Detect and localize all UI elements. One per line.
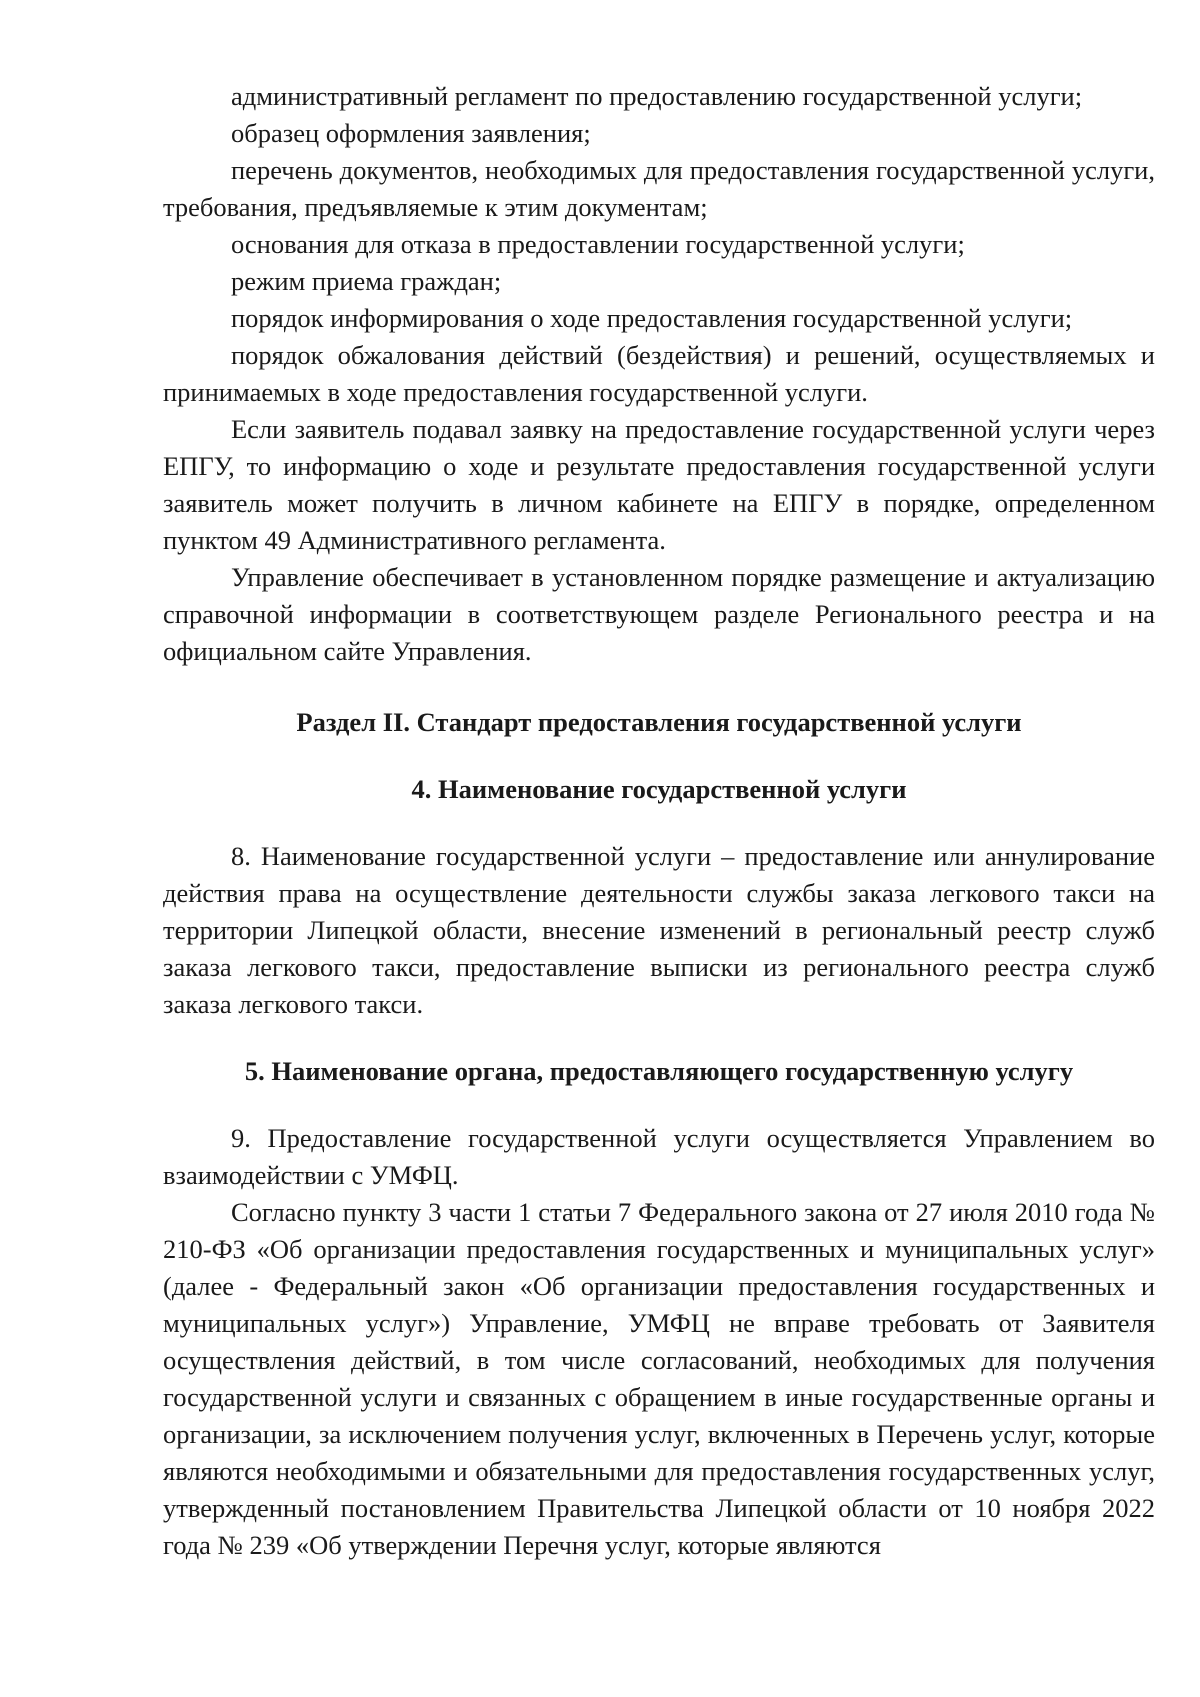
list-item-reception-hours: режим приема граждан; <box>231 266 502 296</box>
spacer <box>163 670 1155 704</box>
paragraph-management: Управление обеспечивает в установленном порядке размещение и актуализацию справочной информации в соответствующем разделе Регионального реестра и на официальном сайте Управления. <box>163 562 1155 666</box>
document-body <box>163 78 1155 1564</box>
list-item-progress-informing: порядок информирования о ходе предоставления государственной услуги; <box>231 303 1073 333</box>
paragraph-epgu: Если заявитель подавал заявку на предоставление государственной услуги через ЕПГУ, то информацию о ходе и результате предоставления государственной услуги заявитель может получить в личном кабинете на ЕПГУ в порядке, определенном пунктом 49 Административного регламента. <box>163 414 1155 555</box>
paragraph-law: Согласно пункту 3 части 1 статьи 7 Федерального закона от 27 июля 2010 года № 210-ФЗ «Об организации предоставления государственных и муниципальных услуг» (далее - Федеральный закон «Об организации предоставления государственных и муниципальных услуг») Управление, УМФЦ не вправе требовать от Заявителя осуществления действий, в том числе согласований, необходимых для получения государственной услуги и связанных с обращением в иные государственные органы и организации, за исключением получения услуг, включенных в Перечень услуг, которые являются необходимыми и обязательными для предоставления государственных услуг, утвержденный постановлением Правительства Липецкой области от 10 ноября 2022 года № 239 «Об утверждении Перечня услуг, которые являются <box>163 1197 1155 1560</box>
spacer <box>163 808 1155 838</box>
list-item-refusal-grounds: основания для отказа в предоставлении государственной услуги; <box>231 229 965 259</box>
spacer <box>163 1090 1155 1120</box>
list-item-appeal-procedure: порядок обжалования действий (бездействия) и решений, осуществляемых и принимаемых в ходе предоставления государственной услуги. <box>163 340 1155 407</box>
paragraph-8: 8. Наименование государственной услуги – предоставление или аннулирование действия права на осуществление деятельности службы заказа легкового такси на территории Липецкой области, внесение изменений в региональный реестр служб заказа легкового такси, предоставление выписки из регионального реестра служб заказа легкового такси. <box>163 841 1155 1019</box>
section-title: Раздел II. Стандарт предоставления государственной услуги <box>296 707 1022 737</box>
spacer <box>163 741 1155 771</box>
list-item-regulation: административный регламент по предоставлению государственной услуги; <box>231 81 1083 111</box>
list-item-application-sample: образец оформления заявления; <box>231 118 591 148</box>
subsection-4-title: 4. Наименование государственной услуги <box>411 774 907 804</box>
subsection-5-title: 5. Наименование органа, предоставляющего государственную услугу <box>244 1056 1074 1086</box>
list-item-documents-list: перечень документов, необходимых для предоставления государственной услуги, требования, предъявляемые к этим документам; <box>163 155 1155 222</box>
spacer <box>163 1023 1155 1053</box>
paragraph-9: 9. Предоставление государственной услуги осуществляется Управлением во взаимодействии с УМФЦ. <box>163 1123 1155 1190</box>
